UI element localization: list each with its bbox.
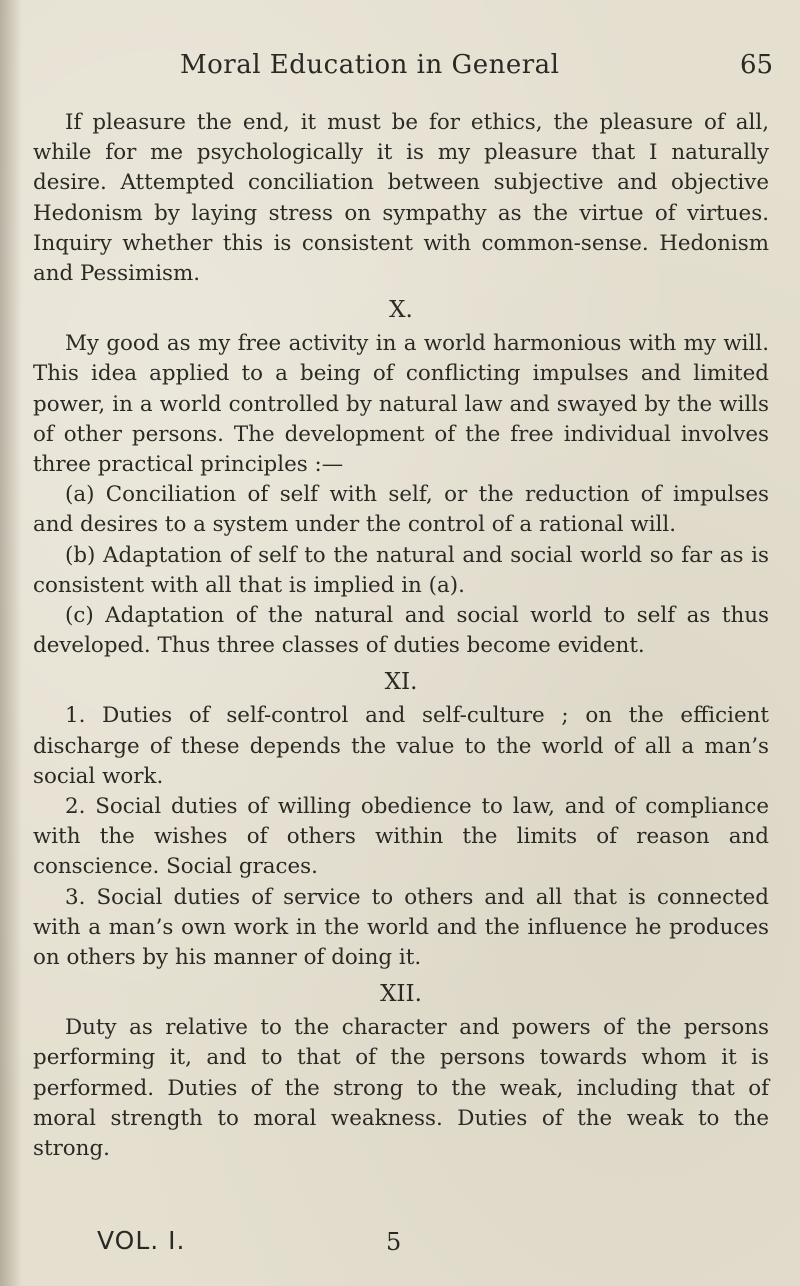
- duty-3: 3. Social duties of service to others and all that is connected with a man’s own work in the world and the influence he produces on others by his manner of doing it.: [33, 884, 769, 971]
- section-heading-xi: XI.: [384, 669, 418, 696]
- body-text: [33, 108, 769, 1164]
- running-header: Moral Education in General: [180, 50, 560, 80]
- volume-mark: VOL. I.: [97, 1226, 186, 1255]
- principle-b: (b) Adaptation of self to the natural and social world so far as is consistent with all that is implied in (a).: [33, 542, 769, 598]
- principle-c: (c) Adaptation of the natural and social world to self as thus developed. Thus three classes of duties become evident.: [33, 603, 769, 659]
- paragraph-relative-duty: Duty as relative to the character and powers of the persons performing it, and to that of the persons towards whom it is performed. Duties of the strong to the weak, including that of moral strength to moral weakness. Duties of the weak to the strong.: [33, 1015, 769, 1162]
- duty-1: 1. Duties of self-control and self-culture ; on the efficient discharge of these depends the value to the world of all a man’s social work.: [33, 703, 769, 789]
- paragraph-free-activity: My good as my free activity in a world harmonious with my will. This idea applied to a being of conflicting impulses and limited power, in a world controlled by natural law and swayed by the wills of other persons. The development of the free individual involves three practical principles :—: [33, 331, 769, 478]
- paragraph-hedonism: If pleasure the end, it must be for ethics, the pleasure of all, while for me psychologically it is my pleasure that I naturally desire. Attempted conciliation between subjective and objective Hedonism by laying stress on sympathy as the virtue of virtues. Inquiry whether this is consistent with common-sense. Hedonism and Pessimism.: [33, 110, 769, 287]
- gutter-shadow: [0, 0, 22, 1286]
- page-number: 65: [740, 50, 774, 80]
- duty-2: 2. Social duties of willing obedience to law, and of compliance with the wishes of others within the limits of reason and conscience. Social graces.: [33, 794, 769, 880]
- section-heading-xii: XII.: [380, 981, 422, 1008]
- signature-mark: 5: [386, 1228, 402, 1256]
- principle-a: (a) Conciliation of self with self, or the reduction of impulses and desires to a system under the control of a rational will.: [33, 482, 769, 538]
- section-heading-x: X.: [389, 297, 413, 324]
